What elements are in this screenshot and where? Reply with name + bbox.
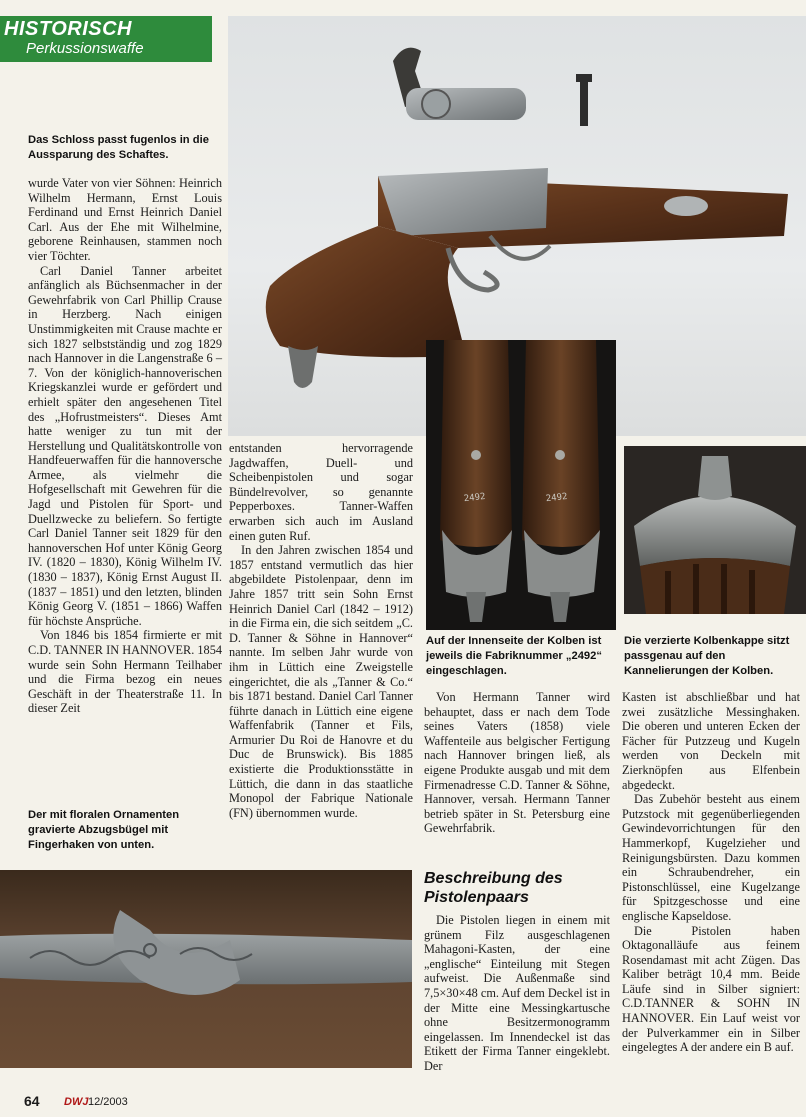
caption-abzug: Der mit floralen Ornamenten gravierte Abzugsbügel mit Fingerhaken von unten. (28, 809, 180, 851)
caption-schloss: Das Schloss passt fugenlos in die Aussparung des Schaftes. (28, 134, 209, 161)
article-column-2 (229, 441, 413, 820)
issue-label: 12/2003 (88, 1096, 128, 1108)
magazine-logo: DWJ (64, 1096, 89, 1108)
paragraph: Die Pistolen haben Oktagonalläufe aus feinem Rosendamast mit acht Zügen. Das Kaliber beträgt 10,4 mm. Beide Läufe sind in Silber signiert: C.D.TANNER & SOHN IN HANNOVER. Ein Lauf weist vor der Pulverkammer ein in Silber eingelegtes A der andere ein B auf. (622, 923, 800, 1055)
paragraph: entstanden hervorragende Jagdwaffen, Duell- und Scheibenpistolen und sogar Bündelrevolver, so genannte Pepperboxes. Tanner-Waffen erwarben sich auch im Ausland einen guten Ruf. (229, 441, 413, 543)
article-column-3-top (424, 690, 610, 836)
serial-number-left: 2492 (463, 492, 486, 505)
paragraph: Die Pistolen liegen in einem mit grünem Filz ausgeschlagenen Mahagoni-Kasten, der eine „englische“ Einteilung mit Stegen aufweist. Die Außenmaße sind 7,5×30×48 cm. Auf dem Deckel ist in der Mitte eine Messingkartusche ohne Besitzermonogramm eingelassen. Im Innendeckel ist das Etikett der Firma Tanner eingeklebt. Der (424, 913, 610, 1073)
section-title: HISTORISCH (4, 18, 132, 40)
photo-kolbenkappe (624, 446, 806, 614)
serial-number-right: 2492 (545, 492, 568, 505)
photo-kolben-innenseite (426, 340, 616, 630)
section-subtitle: Perkussionswaffe (26, 40, 144, 57)
caption-kolbenkappe: Die verzierte Kolbenkappe sitzt passgenau auf den Kannelierungen der Kolben. (624, 635, 790, 677)
photo-abzugsbuegel (0, 870, 412, 1068)
paragraph: Carl Daniel Tanner arbeitet anfänglich als Büchsenmacher in der Gewehrfabrik von Carl Phillip Crause in Herzberg. Nach einigen Unstimmigkeiten mit Crause machte er sich 1827 selbstständig und zog 1829 nach Hannover in die Langenstraße 6 – 7. Von der königlich-hannoverischen Kriegskanzlei wurde er gefördert und erhielt später den angesehenen Titel des „Hofrustmeisters“. Dieses Amt hatte weniger zu tun mit der Herstellung und Qualitätskontrolle von Handfeuerwaffen für die hannoversche Armee, als vielmehr die Hofgesellschaft mit Gewehren für die Jagd und Pistolen für Sport- und Duellzwecke zu beliefern. So fertigte Carl Daniel Tanner seit 1829 für den hannoverschen Hof unter König Georg IV. (1820 – 1830), König Wilhelm IV. (1830 – 1837), König Ernst August II. (1837 – 1851) und den letzten, blinden König Georg V. (1851 – 1866) Waffen für höchste Ansprüche. (28, 263, 222, 628)
paragraph: wurde Vater von vier Söhnen: Heinrich Wilhelm Hermann, Ernst Louis Ferdinand und Ernst Heinrich Daniel Carl. Aus der Ehe mit Wilhelmine, geborene Reinhausen, stammen noch vier Töchter. (28, 176, 222, 263)
paragraph: Kasten ist abschließbar und hat zwei zusätzliche Messinghaken. Die oberen und unteren Ecken der Fächer für Putzzeug und Kugeln werden von Deckeln mit Zierknöpfen aus Elfenbein abgedeckt. (622, 690, 800, 792)
page-number: 64 (24, 1093, 40, 1109)
caption-kolben-innen: Auf der Innenseite der Kolben ist jeweils die Fabriknummer „2492“ eingeschlagen. (426, 635, 602, 677)
article-column-4 (622, 690, 800, 1055)
paragraph: Von 1846 bis 1854 firmierte er mit C.D. TANNER IN HANNOVER. 1854 wurde sein Sohn Hermann Teilhaber und die Firma bezog ein neues Geschäft in der Theaterstraße 11. In dieser Zeit (28, 628, 222, 716)
article-column-1 (28, 176, 222, 716)
paragraph: Von Hermann Tanner wird behauptet, dass er nach dem Tode seines Vaters (1858) viele Waffenteile aus belgischer Fertigung nach Hannover bringen ließ, als eigene Produkte ausgab und mit dem Firmenadresse C.D. Tanner & Söhne, Hannover, versah. Hermann Tanner betrieb später in St. Petersburg eine Gewehrfabrik. (424, 690, 610, 836)
paragraph: In den Jahren zwischen 1854 und 1857 entstand vermutlich das hier abgebildete Pistolenpaar, denn im Jahre 1857 tritt sein Sohn Ernst Heinrich Daniel Carl (1842 – 1912) in die Firma ein, die sich seitdem „C. D. Tanner & Söhne in Hannover“ nannte. Im selben Jahr wurde von ihm in Lüttich eine Zweigstelle eingerichtet, die als „Tanner & Co.“ bis 1871 bestand. Daniel Carl Tanner führte danach in Lüttich eine eigene Waffenfabrik (Tanner et Fils, Armurier Du Roi de Hanovre et du Duc de Brunswick). Bis 1885 existierte die Produktionsstätte in Lüttich, die dann in das staatliche Monopol der Fabrique Nationale (FN) übernommen wurde. (229, 543, 413, 820)
article-column-3-bottom (424, 913, 610, 1074)
paragraph: Das Zubehör besteht aus einem Putzstock mit gegenüberliegenden Gewindevorrichtungen für den Hammerkopf, Kugelzieher und Reinigungsbürsten. Dazu kommen ein Schraubendreher, ein Pistonschlüssel, eine Kugelzange für Spitzgeschosse und eine englische Kapseldose. (622, 792, 800, 923)
section-heading-beschreibung: Beschreibung des Pistolenpaars (424, 870, 563, 906)
